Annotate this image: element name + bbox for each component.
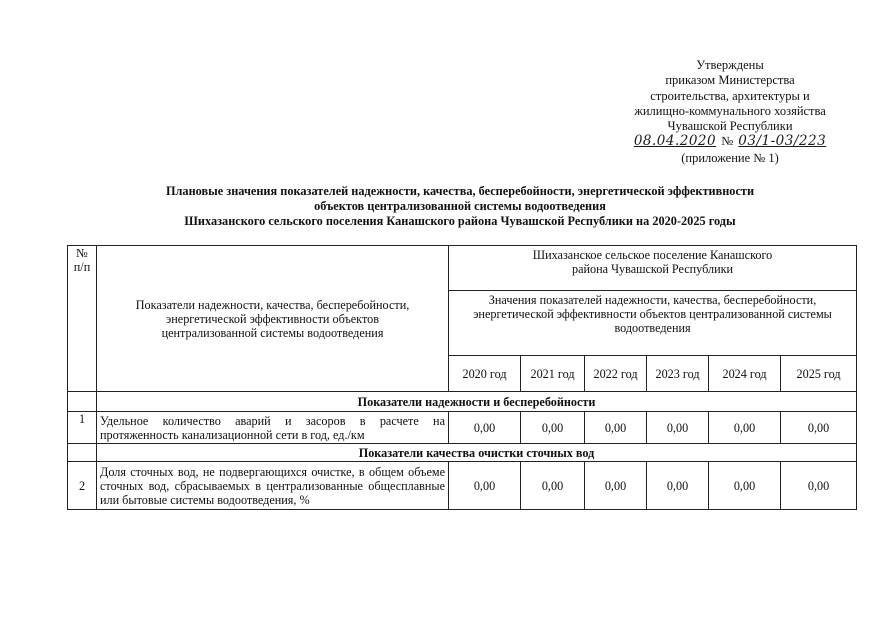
header-year: 2021 год bbox=[521, 356, 585, 392]
header-year: 2020 год bbox=[449, 356, 521, 392]
order-number-prefix: № bbox=[721, 134, 734, 149]
row-value: 0,00 bbox=[521, 462, 585, 510]
document-title bbox=[60, 184, 860, 229]
header-values-caption: Значения показателей надежности, качества, бесперебойности, энергетической эффективности объектов централизованной системы водоотведения bbox=[449, 291, 857, 356]
header-year: 2025 год bbox=[781, 356, 857, 392]
approval-line: жилищно-коммунального хозяйства bbox=[634, 103, 826, 118]
section-title: Показатели качества очистки сточных вод bbox=[97, 444, 857, 462]
row-value: 0,00 bbox=[647, 412, 709, 444]
attachment-label: (приложение № 1) bbox=[681, 151, 779, 166]
header-num: № п/п bbox=[68, 246, 97, 392]
approval-line: строительства, архитектуры и bbox=[650, 88, 810, 103]
row-value: 0,00 bbox=[449, 462, 521, 510]
title-line: Шихазанского сельского поселения Канашского района Чувашской Республики на 2020-2025 годы bbox=[184, 214, 736, 228]
row-value: 0,00 bbox=[781, 462, 857, 510]
header-year: 2022 год bbox=[585, 356, 647, 392]
row-num: 2 bbox=[68, 462, 97, 510]
row-value: 0,00 bbox=[709, 462, 781, 510]
header-year: 2023 год bbox=[647, 356, 709, 392]
order-date-number bbox=[585, 134, 875, 151]
title-line: объектов централизованной системы водоотведения bbox=[314, 199, 606, 213]
header-settlement: Шихазанское сельское поселение Канашского района Чувашской Республики bbox=[449, 246, 857, 291]
row-value: 0,00 bbox=[647, 462, 709, 510]
row-value: 0,00 bbox=[449, 412, 521, 444]
row-value: 0,00 bbox=[781, 412, 857, 444]
row-value: 0,00 bbox=[585, 462, 647, 510]
row-value: 0,00 bbox=[521, 412, 585, 444]
indicators-table bbox=[67, 245, 857, 510]
approval-line: Утверждены bbox=[696, 58, 764, 72]
row-indicator-name: Удельное количество аварий и засоров в расчете на протяженность канализационной сети в год, ед./км bbox=[97, 412, 449, 444]
order-date: 08.04.2020 bbox=[633, 133, 717, 150]
section-spacer bbox=[68, 392, 97, 412]
approval-block bbox=[585, 58, 875, 167]
row-num: 1 bbox=[68, 412, 97, 444]
row-indicator-name: Доля сточных вод, не подвергающихся очистке, в общем объеме сточных вод, сбрасываемых в централизованные общесплавные или бытовые системы водоотведения, % bbox=[97, 462, 449, 510]
row-value: 0,00 bbox=[585, 412, 647, 444]
section-title: Показатели надежности и бесперебойности bbox=[97, 392, 857, 412]
order-number: 03/1-03/223 bbox=[738, 133, 827, 150]
header-indicators: Показатели надежности, качества, бесперебойности, энергетической эффективности объектов централизованной системы водоотведения bbox=[97, 246, 449, 392]
header-year: 2024 год bbox=[709, 356, 781, 392]
title-line: Плановые значения показателей надежности, качества, бесперебойности, энергетической эффективности bbox=[165, 184, 755, 198]
row-value: 0,00 bbox=[709, 412, 781, 444]
approval-line: приказом Министерства bbox=[665, 73, 795, 88]
approval-line: Чувашской Республики bbox=[667, 119, 793, 134]
section-spacer bbox=[68, 444, 97, 462]
